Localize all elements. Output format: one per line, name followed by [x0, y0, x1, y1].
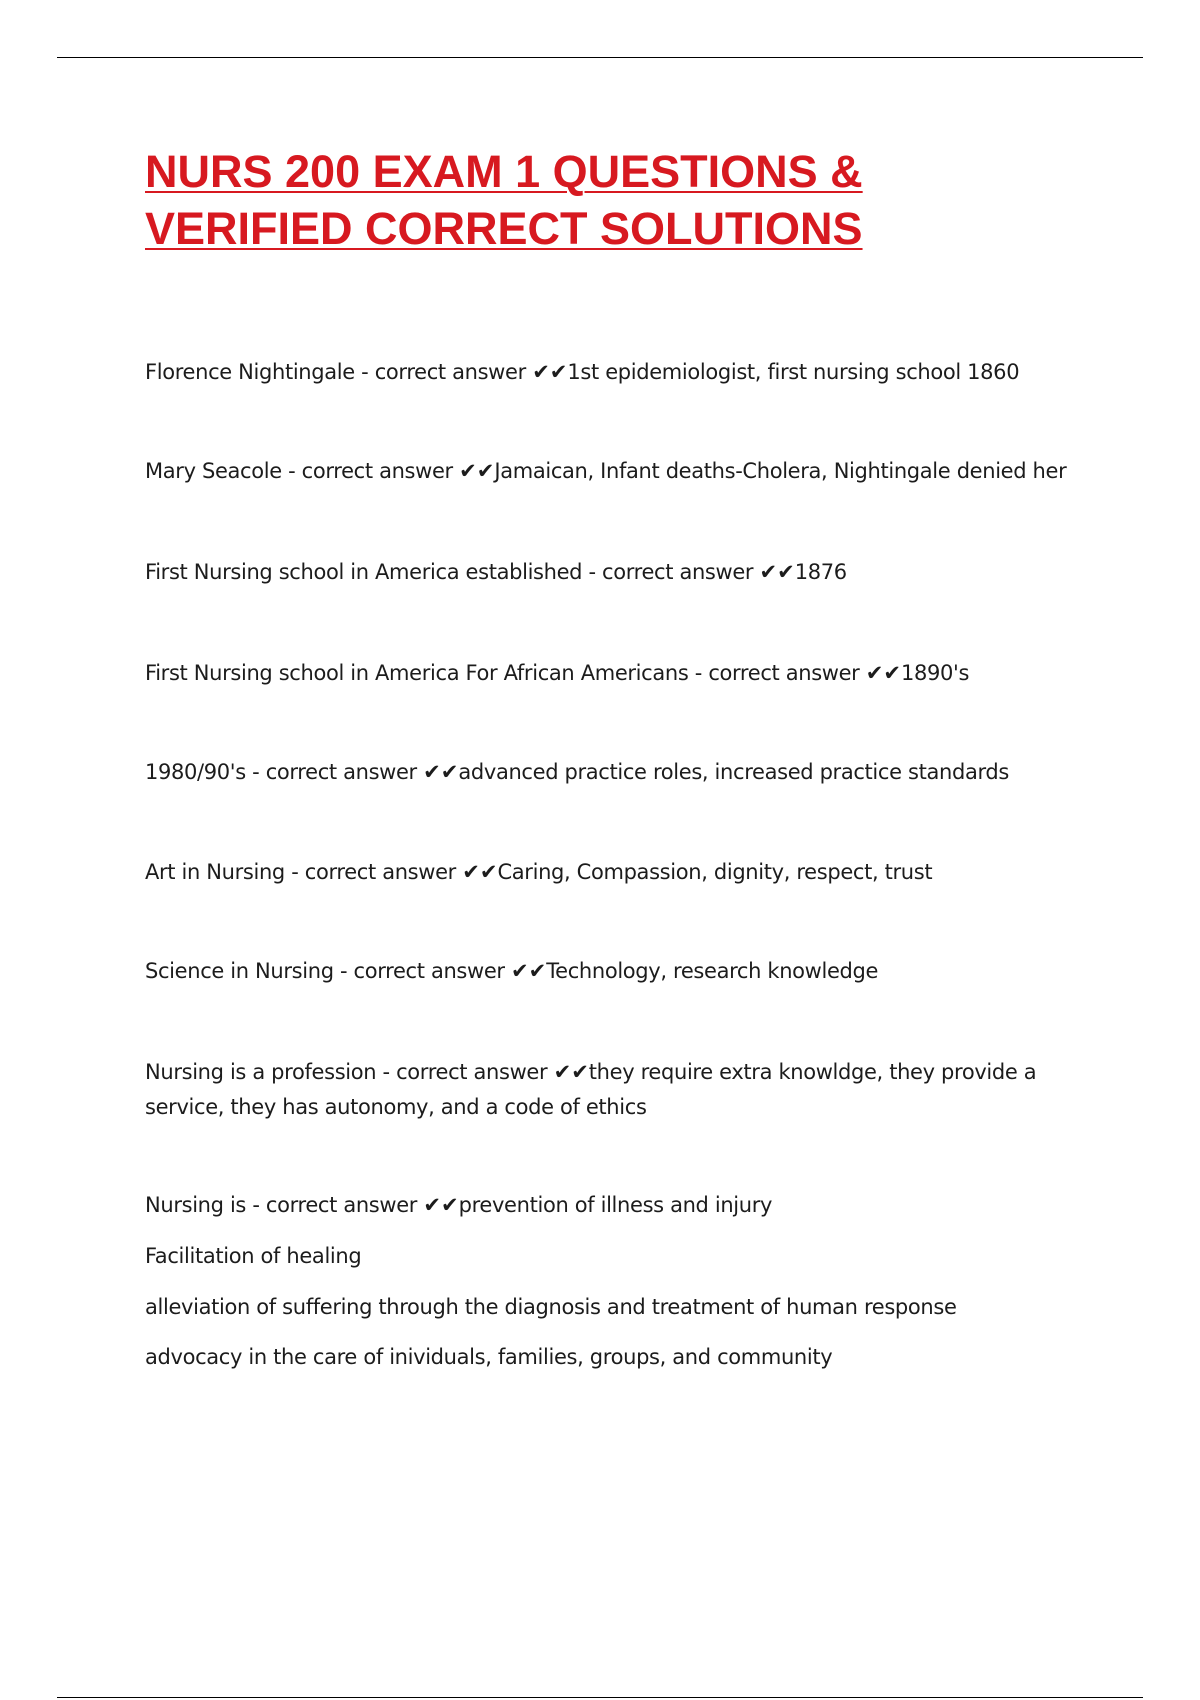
answer-text: 1st epidemiologist, first nursing school 1860 — [567, 360, 1020, 384]
qa-item — [145, 355, 1095, 390]
double-check-icon: ✔✔ — [532, 360, 568, 384]
answer-text: Technology, research knowledge — [546, 959, 879, 983]
question-text: First Nursing school in America established — [145, 560, 583, 584]
title-line-2: VERIFIED CORRECT SOLUTIONS — [145, 203, 863, 254]
double-check-icon: ✔✔ — [423, 760, 459, 784]
qa-item — [145, 954, 1095, 989]
page-title — [145, 143, 1045, 257]
double-check-icon: ✔✔ — [759, 560, 795, 584]
answer-separator: - correct answer — [376, 1060, 554, 1084]
answer-text: they require extra knowldge, they provide a service, they has autonomy, and a code of ethics — [145, 1060, 1037, 1119]
header-rule — [57, 57, 1143, 58]
answer-separator: - correct answer — [354, 360, 533, 384]
answer-text: Jamaican, Infant deaths-Cholera, Nightingale denied her — [494, 459, 1067, 483]
qa-item — [145, 454, 1095, 489]
answer-continuation-line: alleviation of suffering through the diagnosis and treatment of human response — [145, 1295, 957, 1319]
answer-text: Caring, Compassion, dignity, respect, trust — [497, 860, 933, 884]
answer-separator: - correct answer — [245, 760, 424, 784]
qa-item — [145, 1188, 1095, 1223]
double-check-icon: ✔✔ — [511, 959, 547, 983]
answer-separator: - correct answer — [284, 860, 463, 884]
question-text: Mary Seacole — [145, 459, 282, 483]
answer-separator: - correct answer — [333, 959, 512, 983]
qa-item — [145, 1055, 1095, 1125]
footer-rule — [57, 1697, 1143, 1698]
double-check-icon: ✔✔ — [865, 661, 901, 685]
question-text: Science in Nursing — [145, 959, 334, 983]
question-text: Florence Nightingale — [145, 360, 355, 384]
qa-item — [145, 855, 1095, 890]
answer-separator: - correct answer — [246, 1193, 424, 1217]
title-line-1: NURS 200 EXAM 1 QUESTIONS & — [145, 146, 863, 197]
qa-item — [145, 555, 1095, 590]
double-check-icon: ✔✔ — [423, 1193, 459, 1217]
answer-text: prevention of illness and injury — [458, 1193, 773, 1217]
question-text: Nursing is — [145, 1193, 247, 1217]
answer-separator: - correct answer — [688, 661, 866, 685]
question-text: Art in Nursing — [145, 860, 285, 884]
answer-separator: - correct answer — [582, 560, 760, 584]
double-check-icon: ✔✔ — [459, 459, 495, 483]
qa-item — [145, 755, 1095, 790]
answer-text: 1876 — [794, 560, 847, 584]
question-text: Nursing is a profession — [145, 1060, 377, 1084]
qa-item — [145, 656, 1095, 691]
answer-text: advanced practice roles, increased practice standards — [458, 760, 1009, 784]
question-text: First Nursing school in America For African Americans — [145, 661, 689, 685]
answer-text: 1890's — [901, 661, 970, 685]
question-text: 1980/90's — [145, 760, 246, 784]
answer-separator: - correct answer — [281, 459, 460, 483]
double-check-icon: ✔✔ — [462, 860, 498, 884]
answer-continuation-line: advocacy in the care of inividuals, families, groups, and community — [145, 1345, 833, 1369]
double-check-icon: ✔✔ — [553, 1060, 589, 1084]
answer-continuation-line: Facilitation of healing — [145, 1244, 362, 1268]
